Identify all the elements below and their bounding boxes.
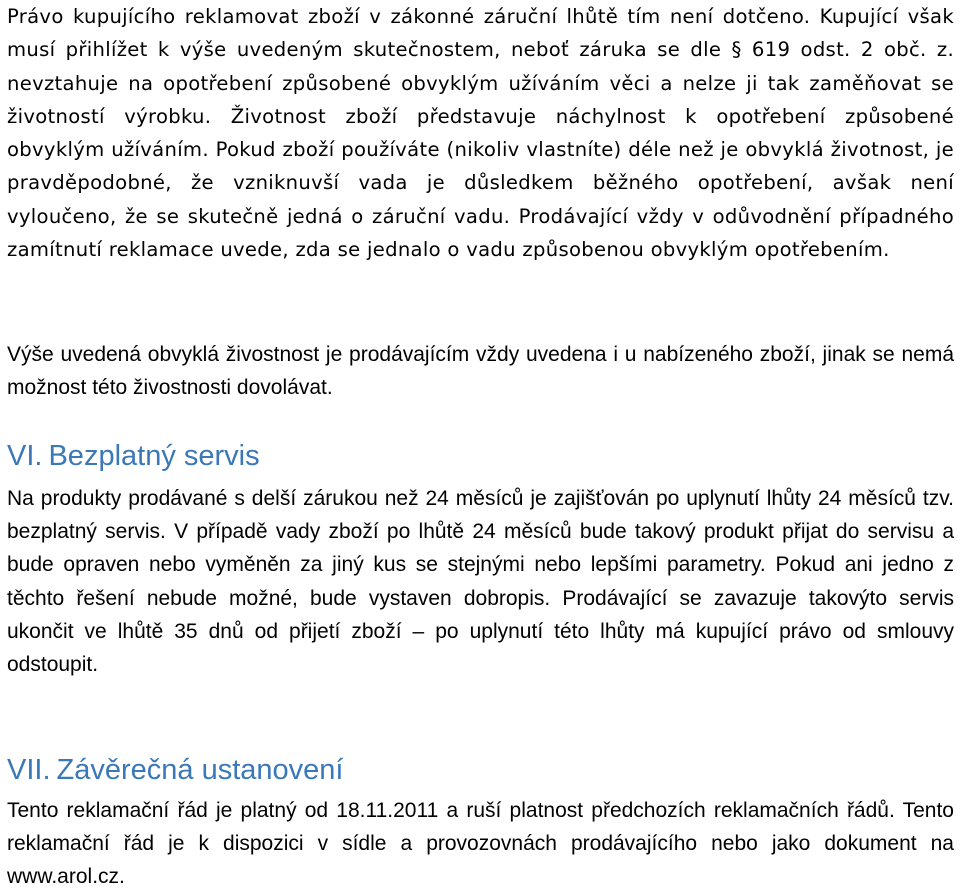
paragraph-warranty-wear: Právo kupujícího reklamovat zboží v zákonné záruční lhůtě tím není dotčeno. Kupující však musí přihlížet k výše uvedeným skutečnostem, neboť záruka se dle § 619 odst. 2 obč. z. nevztahuje na opotřebení způsobené obvyklým užíváním věci a nelze ji tak zaměňovat se životností výrobku. Životnost zboží představuje náchylnost k opotřebení způsobené obvyklým užíváním. Pokud zboží používáte (nikoliv vlastníte) déle než je obvyklá životnost, je pravděpodobné, že vzniknuvší vada je důsledkem běžného opotřebení, avšak není vyloučeno, že se skutečně jedná o záruční vadu. Prodávající vždy v odůvodnění případného zamítnutí reklamace uvede, zda se jednalo o vadu způsobenou obvyklým opotřebením.	[7, 5, 954, 262]
paragraph-final-provisions: Tento reklamační řád je platný od 18.11.2011 a ruší platnost předchozích reklamačních řádů. Tento reklamační řád je k dispozici v sídle a provozovnách prodávajícího nebo jako dokument na www.arol.cz.	[7, 799, 954, 889]
paragraph-lifetime-note: Výše uvedená obvyklá živostnost je prodávajícím vždy uvedena i u nabízeného zboží, jinak se nemá možnost této živostnosti dovolávat.	[7, 343, 954, 400]
section-heading-free-service	[7, 438, 260, 474]
section-number: VI.	[7, 440, 43, 472]
section-title: Závěrečná ustanovení	[56, 754, 344, 786]
section-heading-final-provisions	[7, 752, 343, 788]
paragraph-free-service: Na produkty prodávané s delší zárukou než 24 měsíců je zajišťován po uplynutí lhůty 24 měsíců tzv. bezplatný servis. V případě vady zboží po lhůtě 24 měsíců bude takový produkt přijat do servisu a bude opraven nebo vyměněn za jiný kus se stejnými nebo lepšími parametry. Pokud ani jedno z těchto řešení nebude možné, bude vystaven dobropis. Prodávající se zavazuje takovýto servis ukončit ve lhůtě 35 dnů od přijetí zboží – po uplynutí této lhůty má kupující právo od smlouvy odstoupit.	[7, 487, 954, 677]
section-title: Bezplatný servis	[48, 440, 260, 472]
section-number: VII.	[7, 754, 51, 786]
